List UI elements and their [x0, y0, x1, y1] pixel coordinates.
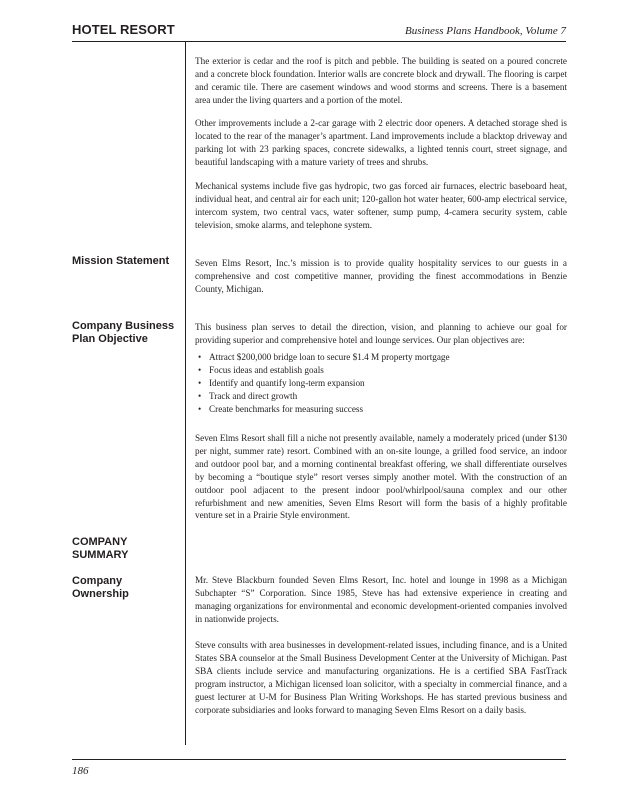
- paragraph-consults: Steve consults with area businesses in development-related issues, including finance, and is a United States SBA counselor at the Small Business Development Center at the University of Michigan. Past SBA clients include service and manufacturing organizations. He is a certified SBA FastTrack program instructor, a Michigan licensed loan solicitor, with a specialty in commercial finance, and a guest lecturer at U-M for Business Plan Writing Workshops. He has started previous business and corporate subsidiaries and looks forward to managing Seven Elms Resort on a daily basis.: [195, 640, 567, 715]
- footer-rule: [72, 759, 566, 760]
- list-item: • Focus ideas and establish goals: [198, 364, 324, 375]
- heading-objective-line-2: Plan Objective: [72, 333, 148, 345]
- column-divider: [185, 42, 186, 745]
- paragraph-objective-intro: This business plan serves to detail the direction, vision, and planning to achieve our goal for providing superior and comprehensive hotel and lounge services. Our plan objectives are:: [195, 322, 567, 345]
- paragraph-ownership: Mr. Steve Blackburn founded Seven Elms Resort, Inc. hotel and lounge in 1998 as a Michigan Subchapter “S” Corporation. Since 1985, Steve has had extensive experience in creating and managing organizations for environmental and economic development-oriented companies involved in nationwide projects.: [195, 575, 567, 624]
- header-section-title: HOTEL RESORT: [72, 22, 175, 37]
- paragraph-mission: Seven Elms Resort, Inc.’s mission is to provide quality hospitality services to our guests in a comprehensive and cost competitive manner, providing the finest accommodations in Benzie County, Michigan.: [195, 258, 567, 294]
- list-item: • Track and direct growth: [198, 390, 298, 401]
- bullet-icon: •: [198, 390, 202, 401]
- heading-company-ownership: [72, 575, 180, 601]
- heading-summary-line-1: COMPANY: [72, 536, 128, 548]
- paragraph-niche: Seven Elms Resort shall fill a niche not presently available, namely a moderately priced (under $130 per night, summer rate) resort. Combined with an on-site lounge, a grilled food service, an indoor and outdoor pool bar, and a morning continental breakfast offering, we shall differentiate ourselves by becoming a “boutique style” resort verses simply another motel. With the construction of an outdoor pool adjacent to the present indoor pool/whirlpool/sauna complex and our other refurbishment and new amenities, Seven Elms Resort will form the basis of a highly profitable venture set in a Prairie Style environment.: [195, 433, 567, 521]
- header-rule: [72, 41, 566, 42]
- heading-ownership-line-2: Ownership: [72, 588, 129, 600]
- page-number: 186: [72, 765, 89, 777]
- heading-summary-line-2: SUMMARY: [72, 549, 129, 561]
- list-item: • Identify and quantify long-term expansion: [198, 377, 365, 388]
- bullet-icon: •: [198, 364, 202, 375]
- bullet-icon: •: [198, 352, 202, 362]
- heading-company-summary: [72, 536, 180, 562]
- paragraph-improvements: Other improvements include a 2-car garage with 2 electric door openers. A detached storage shed is located to the rear of the manager’s apartment. Land improvements include a blacktop driveway and parking lot with 23 parking spaces, concrete sidewalks, a lighted tennis court, street signage, and beautiful landscaping with a mature variety of trees and shrubs.: [195, 118, 567, 167]
- heading-ownership-line-1: Company: [72, 575, 123, 587]
- paragraph-mechanical: Mechanical systems include five gas hydropic, two gas forced air furnaces, electric baseboard heat, individual heat, and central air for each unit; 120-gallon hot water heater, 600-amp electrical service, intercom system, two central vacs, water softener, sump pump, 4-camera security system, cable television, smoke alarms, and telephone system.: [195, 181, 567, 230]
- objectives-list: [195, 351, 567, 416]
- list-item: • Create benchmarks for measuring success: [198, 403, 364, 414]
- heading-objective-line-1: Company Business: [72, 320, 175, 332]
- bullet-icon: •: [198, 403, 202, 414]
- header-book-title: Business Plans Handbook, Volume 7: [404, 25, 566, 37]
- paragraph-exterior: The exterior is cedar and the roof is pitch and pebble. The building is seated on a poured concrete and a concrete block foundation. Interior walls are concrete block and drywall. The flooring is carpet and ceramic tile. There are casement windows and wood storms and screens. There is a basement area under the living quarters and a portion of the motel.: [195, 56, 567, 105]
- heading-mission-statement: Mission Statement: [72, 255, 170, 267]
- bullet-icon: •: [198, 377, 202, 388]
- list-item: • Attract $200,000 bridge loan to secure $1.4 M property mortgage: [198, 352, 450, 362]
- heading-company-business-plan-objective: [72, 320, 180, 346]
